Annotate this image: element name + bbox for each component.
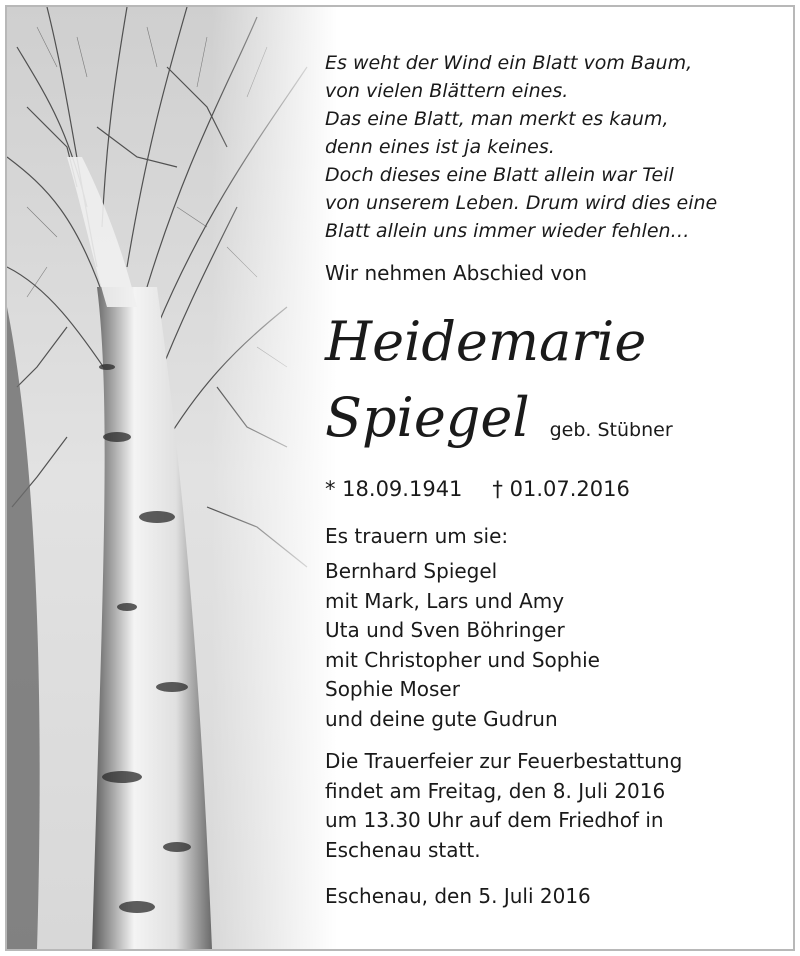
- poem: [325, 49, 717, 245]
- birch-tree-photo: [7, 7, 337, 949]
- first-name: Heidemarie: [325, 310, 647, 373]
- birth-date: * 18.09.1941: [325, 477, 463, 501]
- farewell-intro: Wir nehmen Abschied von: [325, 261, 588, 285]
- mourner-line: Sophie Moser: [325, 677, 460, 701]
- place-and-date: Eschenau, den 5. Juli 2016: [325, 884, 591, 908]
- poem-line: Blatt allein uns immer wieder fehlen…: [325, 220, 690, 242]
- poem-line: von vielen Blättern eines.: [325, 80, 569, 102]
- service-line: Die Trauerfeier zur Feuerbestattung: [325, 749, 683, 773]
- obituary-card: [5, 5, 795, 951]
- mourner-line: mit Mark, Lars und Amy: [325, 588, 565, 613]
- mourners-title: Es trauern um sie:: [325, 524, 509, 548]
- poem-line: Doch dieses eine Blatt allein war Teil: [325, 164, 674, 186]
- last-name: Spiegel: [325, 386, 530, 449]
- service-line: findet am Freitag, den 8. Juli 2016: [325, 778, 666, 803]
- mourner-line: und deine gute Gudrun: [325, 706, 558, 731]
- mourners-list: [325, 557, 600, 734]
- poem-line: Es weht der Wind ein Blatt vom Baum,: [325, 52, 693, 74]
- funeral-service-info: [325, 747, 682, 865]
- mourner-line: mit Christopher und Sophie: [325, 647, 600, 672]
- death-date: † 01.07.2016: [492, 477, 630, 501]
- service-line: Eschenau statt.: [325, 837, 481, 862]
- poem-line: Das eine Blatt, man merkt es kaum,: [325, 108, 669, 130]
- life-dates: [325, 477, 630, 501]
- last-name-line: [325, 383, 673, 465]
- service-line: um 13.30 Uhr auf dem Friedhof in: [325, 808, 664, 832]
- poem-line: von unserem Leben. Drum wird dies eine: [325, 192, 718, 214]
- poem-line: denn eines ist ja keines.: [325, 136, 555, 158]
- mourner-line: Bernhard Spiegel: [325, 559, 498, 583]
- maiden-name: geb. Stübner: [549, 419, 673, 441]
- mourner-line: Uta und Sven Böhringer: [325, 618, 565, 642]
